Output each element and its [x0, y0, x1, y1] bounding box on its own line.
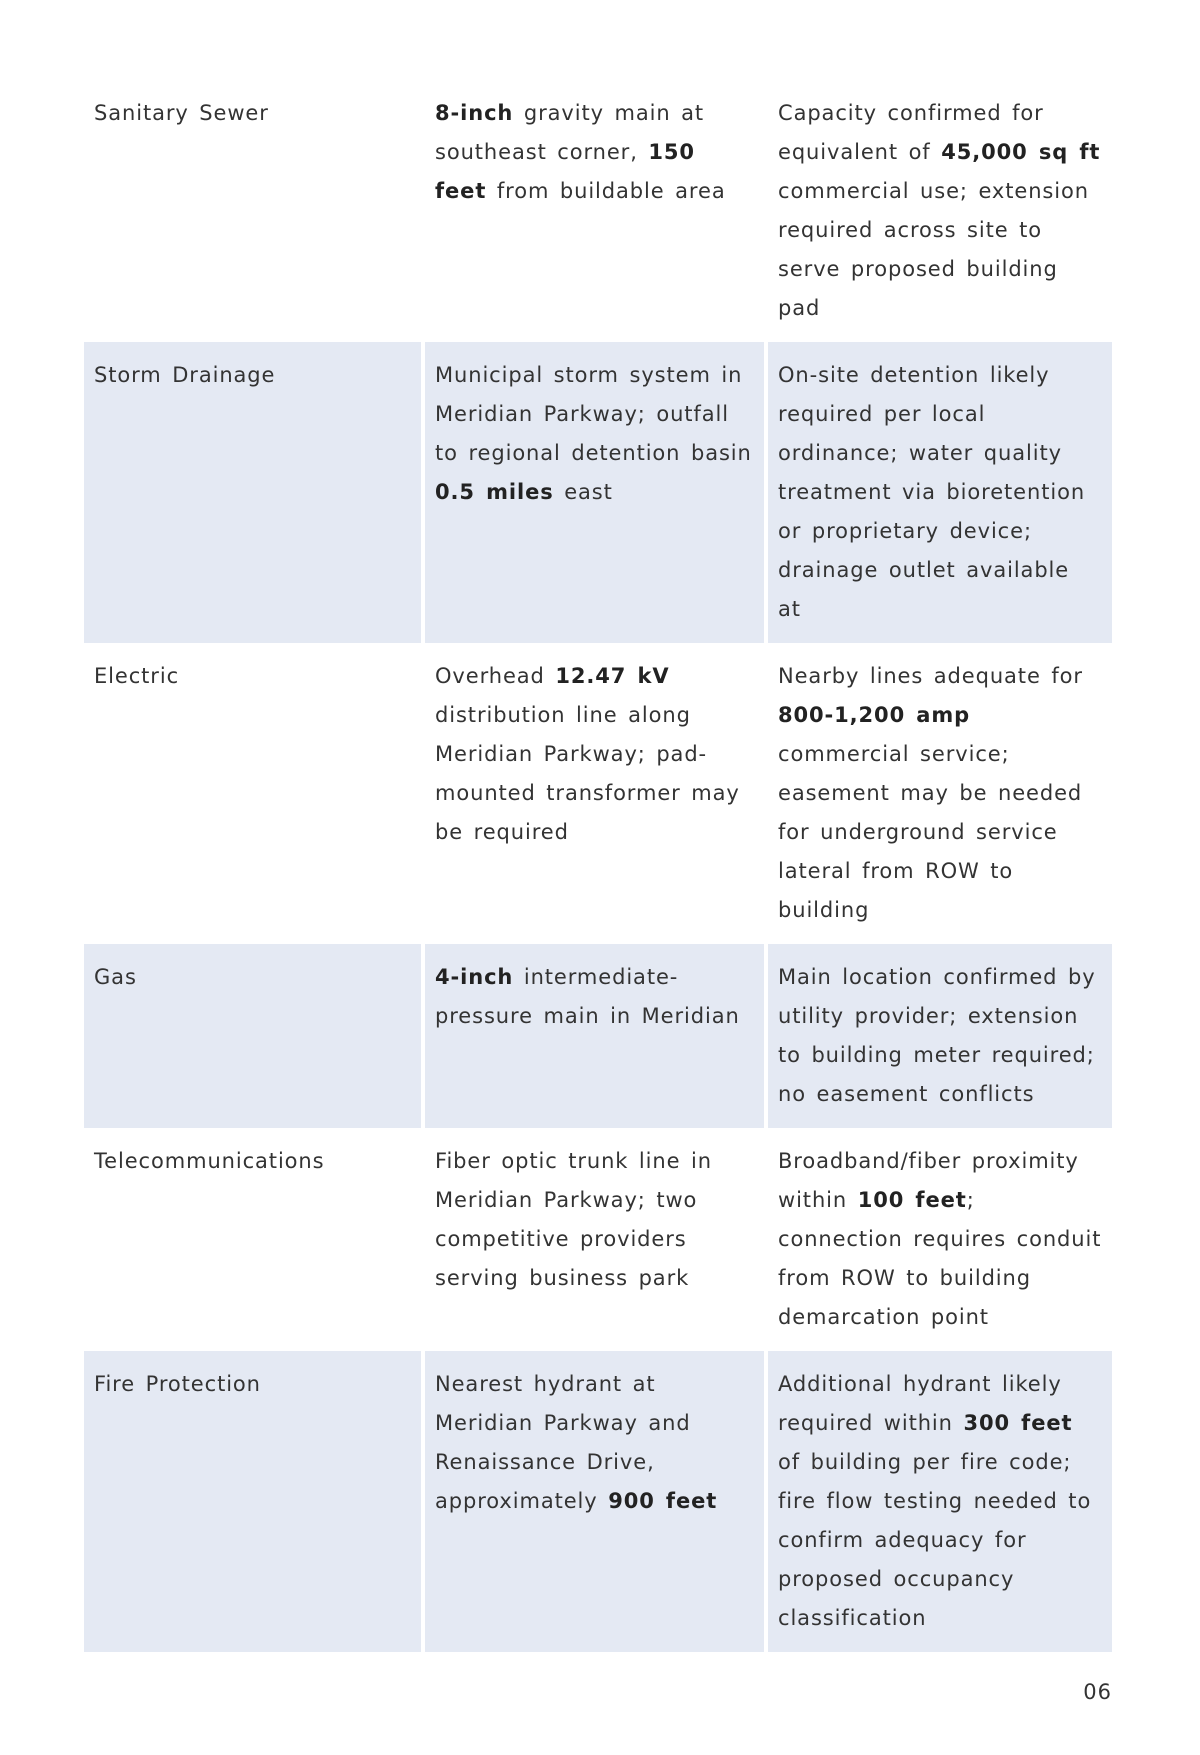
utility-location-cell: Fiber optic trunk line in Meridian Parkway; two competitive providers serving business park [435, 1149, 712, 1290]
emphasized-value: 900 feet [608, 1489, 718, 1513]
utility-name-cell: Sanitary Sewer [94, 101, 269, 125]
utility-name-cell: Telecommunications [94, 1149, 325, 1173]
emphasized-value: 150 feet [435, 140, 695, 203]
emphasized-value: 0.5 miles [435, 480, 554, 504]
table-row-storm-drainage [84, 342, 1112, 643]
utility-name-cell: Storm Drainage [84, 342, 421, 643]
utility-location-cell: Nearest hydrant at Meridian Parkway and Renaissance Drive, approximately 900 feet [425, 1351, 764, 1652]
utility-notes-cell: On-site detention likely required per local ordinance; water quality treatment via bioretention or proprietary device; drainage outlet available at [768, 342, 1112, 643]
utility-location-cell: Municipal storm system in Meridian Parkway; outfall to regional detention basin 0.5 miles east [425, 342, 764, 643]
table-row-fire-protection [84, 1351, 1112, 1652]
page-number: 06 [1083, 1680, 1112, 1704]
emphasized-value: 12.47 kV [555, 664, 670, 688]
emphasized-value: 45,000 sq ft [941, 140, 1101, 164]
utility-name-cell: Gas [84, 944, 421, 1128]
table-row-telecommunications [84, 1128, 1112, 1351]
utility-notes-cell: Capacity confirmed for equivalent of 45,000 sq ft commercial use; extension required across site to serve proposed building pad [778, 101, 1101, 320]
utility-notes-cell: Nearby lines adequate for 800-1,200 amp commercial service; easement may be needed for underground service lateral from ROW to building [778, 664, 1083, 922]
utility-location-cell: 8-inch gravity main at southeast corner, 150 feet from buildable area [435, 101, 726, 203]
emphasized-value: 8-inch [435, 101, 514, 125]
emphasized-value: 300 feet [963, 1411, 1073, 1435]
utilities-table [84, 80, 1112, 1652]
utility-name-cell: Electric [94, 664, 180, 688]
emphasized-value: 4-inch [435, 965, 514, 989]
utility-notes-cell: Additional hydrant likely required within 300 feet of building per fire code; fire flow testing needed to confirm adequacy for proposed occupancy classification [768, 1351, 1112, 1652]
utility-location-cell: 4-inch intermediate-pressure main in Meridian [425, 944, 764, 1128]
table-row-gas [84, 944, 1112, 1128]
utility-location-cell: Overhead 12.47 kV distribution line along Meridian Parkway; pad-mounted transformer may be required [435, 664, 740, 844]
utility-notes-cell: Main location confirmed by utility provider; extension to building meter required; no easement conflicts [768, 944, 1112, 1128]
emphasized-value: 800-1,200 amp [778, 703, 971, 727]
table-row-sanitary-sewer [84, 80, 1112, 342]
utility-name-cell: Fire Protection [84, 1351, 421, 1652]
utility-notes-cell: Broadband/fiber proximity within 100 feet; connection requires conduit from ROW to building demarcation point [778, 1149, 1102, 1329]
emphasized-value: 100 feet [857, 1188, 967, 1212]
table-row-electric [84, 643, 1112, 944]
